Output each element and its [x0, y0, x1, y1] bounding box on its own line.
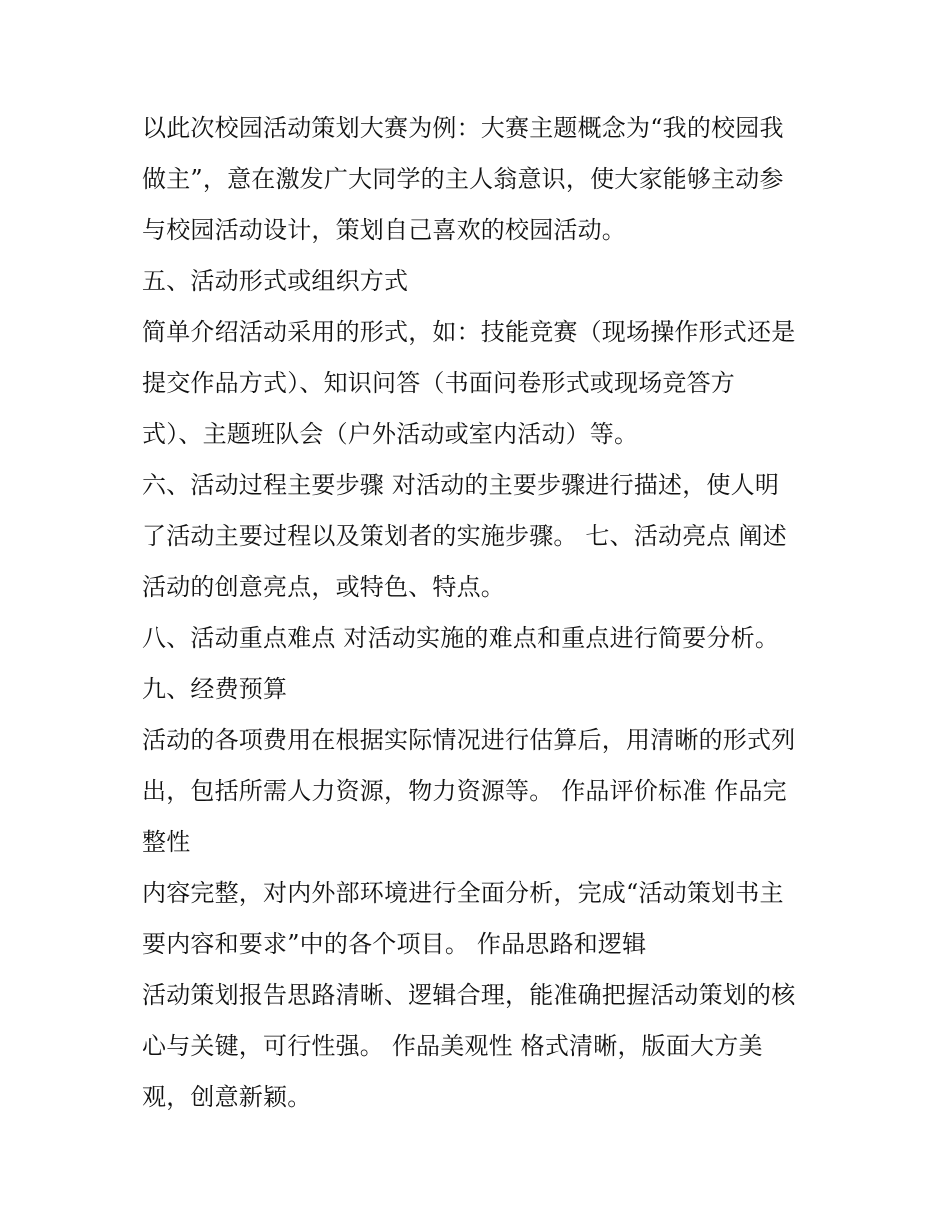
text-line: 提交作品方式）、知识问答（书面问卷形式或现场竞答方	[142, 369, 735, 397]
text-line: 简单介绍活动采用的形式，如：技能竞赛（现场操作形式还是	[142, 318, 796, 346]
text-line: 观，创意新颖。	[142, 1083, 312, 1111]
section-heading-6: 六、活动过程主要步骤 对活动的主要步骤进行描述，使人明	[142, 471, 780, 499]
text-line: 做主”，意在激发广大同学的主人翁意识，使大家能够主动参	[142, 165, 784, 193]
text-line: 活动策划报告思路清晰、逻辑合理，能准确把握活动策划的核	[142, 981, 796, 1009]
section-heading-5: 五、活动形式或组织方式	[142, 267, 409, 295]
text-line: 内容完整，对内外部环境进行全面分析，完成“活动策划书主	[142, 879, 784, 907]
text-line: 心与关键，可行性强。 作品美观性 格式清晰，版面大方美	[142, 1032, 763, 1060]
text-line: 与校园活动设计，策划自己喜欢的校园活动。	[142, 216, 626, 244]
text-line: 式）、主题班队会（户外活动或室内活动）等。	[142, 420, 639, 448]
text-line: 了活动主要过程以及策划者的实施步骤。 七、活动亮点 阐述	[142, 522, 787, 550]
text-line: 出，包括所需人力资源，物力资源等。 作品评价标准 作品完	[142, 777, 787, 805]
text-line: 整性	[142, 828, 191, 856]
text-line: 活动的各项费用在根据实际情况进行估算后，用清晰的形式列	[142, 726, 796, 754]
text-line: 要内容和要求”中的各个项目。 作品思路和逻辑	[142, 930, 647, 958]
text-line: 以此次校园活动策划大赛为例：大赛主题概念为“我的校园我	[142, 114, 784, 142]
text-line: 活动的创意亮点，或特色、特点。	[142, 573, 505, 601]
section-heading-9: 九、经费预算	[142, 675, 288, 703]
section-heading-8: 八、活动重点难点 对活动实施的难点和重点进行简要分析。	[142, 624, 780, 652]
